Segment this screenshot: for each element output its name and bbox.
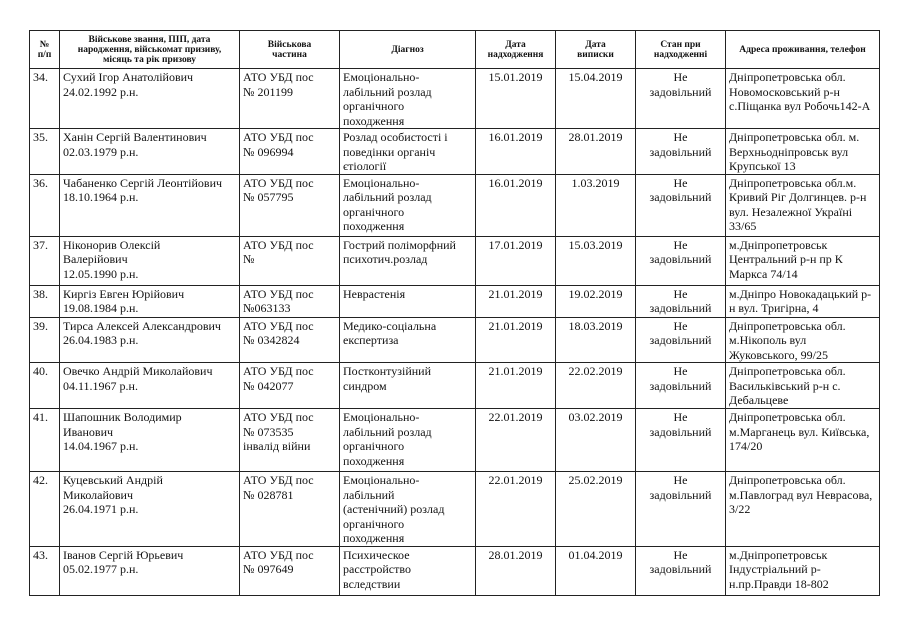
state-cell: Не задовільний xyxy=(636,317,726,363)
table-row xyxy=(30,69,880,129)
address-cell: Дніпропетровська обл. Васильківський р-н с. Дебальцеве xyxy=(726,363,880,409)
header-row xyxy=(30,31,880,69)
state-cell: Не задовільний xyxy=(636,285,726,317)
address-cell: Дніпропетровська обл. м.Павлоград вул Неврасова, 3/22 xyxy=(726,472,880,547)
row-number: 34. xyxy=(30,69,60,129)
table-row xyxy=(30,129,880,175)
state-cell: Не задовільний xyxy=(636,546,726,595)
header-discharge-date: Дата виписки xyxy=(556,31,636,69)
state-cell: Не задовільний xyxy=(636,472,726,547)
unit-cell: АТО УБД пос № xyxy=(240,236,340,285)
address-cell: Дніпропетровська обл. м.Марганець вул. Київська, 174/20 xyxy=(726,409,880,472)
patients-table xyxy=(29,30,880,596)
table-row xyxy=(30,317,880,363)
row-number: 37. xyxy=(30,236,60,285)
admission-date-cell: 17.01.2019 xyxy=(476,236,556,285)
discharge-date-cell: 1.03.2019 xyxy=(556,174,636,236)
state-cell: Не задовільний xyxy=(636,69,726,129)
discharge-date-cell: 01.04.2019 xyxy=(556,546,636,595)
unit-cell: АТО УБД пос №063133 xyxy=(240,285,340,317)
diagnosis-cell: Емоціонально- лабільний (астенічний) розлад органічного походження xyxy=(340,472,476,547)
row-number: 39. xyxy=(30,317,60,363)
header-diagnosis: Діагноз xyxy=(340,31,476,69)
admission-date-cell: 28.01.2019 xyxy=(476,546,556,595)
state-cell: Не задовільний xyxy=(636,236,726,285)
person-cell: Тирса Алексей Александрович 26.04.1983 р.н. xyxy=(60,317,240,363)
table-row xyxy=(30,409,880,472)
diagnosis-cell: Розлад особистості і поведінки органіч єтіології xyxy=(340,129,476,175)
unit-cell: АТО УБД пос № 201199 xyxy=(240,69,340,129)
admission-date-cell: 21.01.2019 xyxy=(476,285,556,317)
unit-cell: АТО УБД пос № 028781 xyxy=(240,472,340,547)
discharge-date-cell: 15.04.2019 xyxy=(556,69,636,129)
row-number: 36. xyxy=(30,174,60,236)
person-cell: Ніконорив Олексій Валерійович 12.05.1990 р.н. xyxy=(60,236,240,285)
admission-date-cell: 22.01.2019 xyxy=(476,409,556,472)
table-row xyxy=(30,546,880,595)
admission-date-cell: 21.01.2019 xyxy=(476,317,556,363)
discharge-date-cell: 25.02.2019 xyxy=(556,472,636,547)
discharge-date-cell: 19.02.2019 xyxy=(556,285,636,317)
table-body xyxy=(30,69,880,596)
table-row xyxy=(30,363,880,409)
unit-cell: АТО УБД пос № 097649 xyxy=(240,546,340,595)
diagnosis-cell: Психическое расстройство вследствии xyxy=(340,546,476,595)
unit-cell: АТО УБД пос № 073535 інвалід війни xyxy=(240,409,340,472)
discharge-date-cell: 28.01.2019 xyxy=(556,129,636,175)
address-cell: м.Дніпро Новокадацький р- н вул. Тригірна, 4 xyxy=(726,285,880,317)
table-row xyxy=(30,236,880,285)
unit-cell: АТО УБД пос № 042077 xyxy=(240,363,340,409)
table-row xyxy=(30,472,880,547)
admission-date-cell: 21.01.2019 xyxy=(476,363,556,409)
discharge-date-cell: 15.03.2019 xyxy=(556,236,636,285)
person-cell: Ханін Сергій Валентинович 02.03.1979 р.н. xyxy=(60,129,240,175)
diagnosis-cell: Гострий поліморфний психотич.розлад xyxy=(340,236,476,285)
header-person: Військове звання, ПІП, дата народження, військомат призиву, місяць та рік призову xyxy=(60,31,240,69)
address-cell: Дніпропетровська обл. м. Верхньодніпровськ вул Крупської 13 xyxy=(726,129,880,175)
header-admission-date: Дата надходження xyxy=(476,31,556,69)
table-row xyxy=(30,174,880,236)
address-cell: Дніпропетровська обл. Новомосковський р-н с.Піщанка вул Робочь142-А xyxy=(726,69,880,129)
person-cell: Шапошник Володимир Иванович 14.04.1967 р.н. xyxy=(60,409,240,472)
unit-cell: АТО УБД пос № 057795 xyxy=(240,174,340,236)
admission-date-cell: 15.01.2019 xyxy=(476,69,556,129)
diagnosis-cell: Неврастенія xyxy=(340,285,476,317)
address-cell: Дніпропетровська обл. м.Нікополь вул Жуковського, 99/25 xyxy=(726,317,880,363)
header-num: № п/п xyxy=(30,31,60,69)
person-cell: Сухий Ігор Анатолійович 24.02.1992 р.н. xyxy=(60,69,240,129)
state-cell: Не задовільний xyxy=(636,174,726,236)
header-address: Адреса проживання, телефон xyxy=(726,31,880,69)
discharge-date-cell: 03.02.2019 xyxy=(556,409,636,472)
admission-date-cell: 16.01.2019 xyxy=(476,174,556,236)
diagnosis-cell: Емоціонально- лабільний розлад органічного походження xyxy=(340,69,476,129)
person-cell: Куцевський Андрій Миколайович 26.04.1971 р.н. xyxy=(60,472,240,547)
admission-date-cell: 22.01.2019 xyxy=(476,472,556,547)
state-cell: Не задовільний xyxy=(636,363,726,409)
row-number: 41. xyxy=(30,409,60,472)
unit-cell: АТО УБД пос № 0342824 xyxy=(240,317,340,363)
diagnosis-cell: Емоціонально- лабільний розлад органічного походження xyxy=(340,409,476,472)
header-state: Стан при надходженні xyxy=(636,31,726,69)
row-number: 42. xyxy=(30,472,60,547)
address-cell: м.Дніпропетровськ Індустріальний р- н.пр.Правди 18-802 xyxy=(726,546,880,595)
diagnosis-cell: Медико-соціальна експертиза xyxy=(340,317,476,363)
row-number: 38. xyxy=(30,285,60,317)
person-cell: Чабаненко Сергій Леонтійович 18.10.1964 р.н. xyxy=(60,174,240,236)
unit-cell: АТО УБД пос № 096994 xyxy=(240,129,340,175)
diagnosis-cell: Постконтузійний синдром xyxy=(340,363,476,409)
person-cell: Киргіз Евген Юрійович 19.08.1984 р.н. xyxy=(60,285,240,317)
discharge-date-cell: 18.03.2019 xyxy=(556,317,636,363)
row-number: 43. xyxy=(30,546,60,595)
table-row xyxy=(30,285,880,317)
row-number: 35. xyxy=(30,129,60,175)
diagnosis-cell: Емоціонально- лабільний розлад органічного походження xyxy=(340,174,476,236)
state-cell: Не задовільний xyxy=(636,409,726,472)
person-cell: Іванов Сергій Юрьевич 05.02.1977 р.н. xyxy=(60,546,240,595)
state-cell: Не задовільний xyxy=(636,129,726,175)
header-unit: Військова частина xyxy=(240,31,340,69)
discharge-date-cell: 22.02.2019 xyxy=(556,363,636,409)
person-cell: Овечко Андрій Миколайович 04.11.1967 р.н. xyxy=(60,363,240,409)
row-number: 40. xyxy=(30,363,60,409)
address-cell: Дніпропетровська обл.м. Кривий Ріг Долгинцев. р-н вул. Незалежної Україні 33/65 xyxy=(726,174,880,236)
admission-date-cell: 16.01.2019 xyxy=(476,129,556,175)
address-cell: м.Дніпропетровськ Центральний р-н пр К Маркса 74/14 xyxy=(726,236,880,285)
